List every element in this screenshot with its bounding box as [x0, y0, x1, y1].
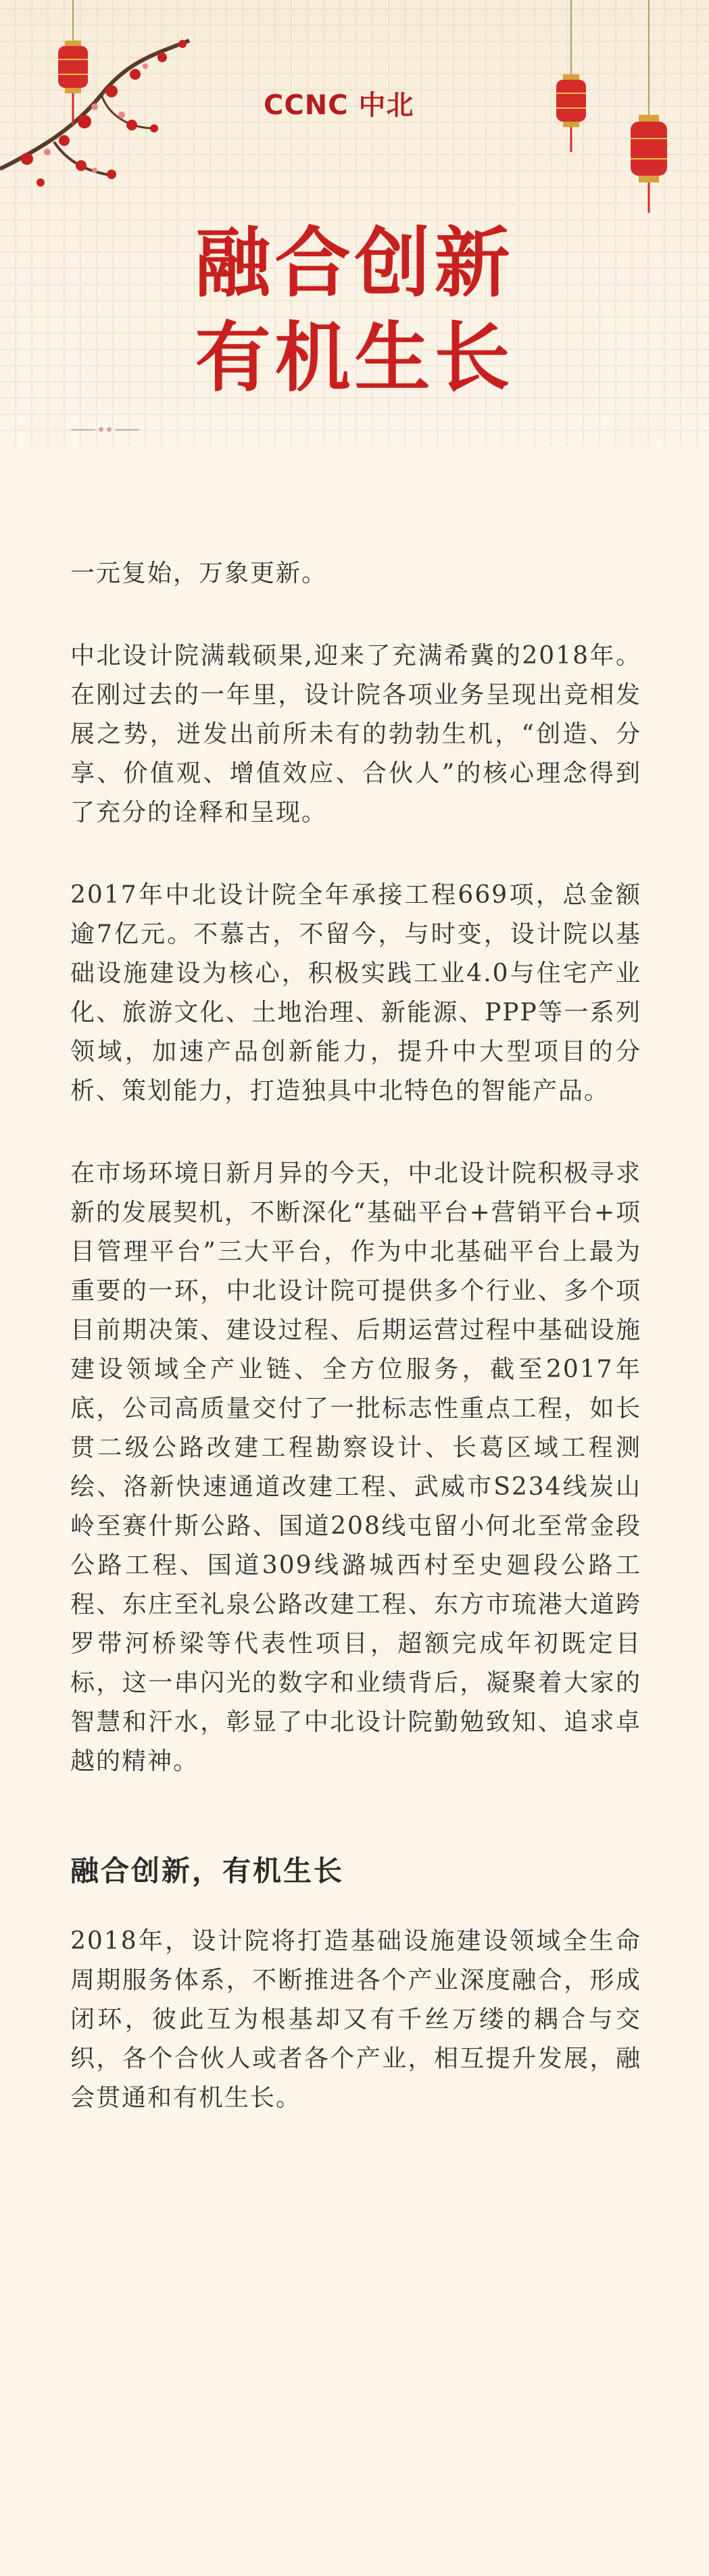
- section-paragraph: 2018年，设计院将打造基础设施建设领域全生命周期服务体系，不断推进各个产业深度融合，形成闭环，彼此互为根基却又有千丝万缕的耦合与交织，各个合伙人或者各个产业，相互提升发展，融会贯通和有机生长。: [70, 1927, 641, 2112]
- decorative-divider: [71, 427, 139, 432]
- paragraph-2: 中北设计院满载硕果,迎来了充满希冀的2018年。在刚过去的一年里，设计院各项业务呈现出竞相发展之势，迸发出前所未有的勃勃生机，“创造、分享、价值观、增值效应、合伙人”的核心理念得到了充分的诠释和呈现。: [70, 642, 641, 826]
- page-title-line-2: 有机生长: [195, 314, 514, 402]
- article-body: [70, 554, 641, 2161]
- plum-blossom-branch-icon: [0, 27, 203, 203]
- section-heading: 融合创新，有机生长: [70, 1854, 345, 1887]
- paragraph-1: 一元复始，万象更新。: [70, 560, 328, 587]
- company-logo: [257, 88, 414, 121]
- header-banner: [0, 0, 709, 446]
- lantern-icon: [53, 0, 93, 128]
- lantern-icon: [551, 0, 591, 155]
- logo-text: CCNC 中北: [264, 89, 414, 121]
- page-title-line-1: 融合创新: [195, 219, 514, 307]
- paragraph-3: 2017年中北设计院全年承接工程669项，总金额逾7亿元。不慕古，不留今，与时变，设计院以基础设施建设为核心，积极实践工业4.0与住宅产业化、旅游文化、土地治理、新能源、PPP等一系列领域，加速产品创新能力，提升中大型项目的分析、策划能力，打造独具中北特色的智能产品。: [70, 881, 641, 1105]
- paragraph-4: 在市场环境日新月异的今天，中北设计院积极寻求新的发展契机，不断深化“基础平台+营销平台+项目管理平台”三大平台，作为中北基础平台上最为重要的一环，中北设计院可提供多个行业、多个项目前期决策、建设过程、后期运营过程中基础设施建设领域全产业链、全方位服务，截至2017年底，公司高质量交付了一批标志性重点工程，如长贯二级公路改建工程勘察设计、长葛区域工程测绘、洛新快速通道改建工程、武威市S234线炭山岭至赛什斯公路、国道208线屯留小何北至常金段公路工程、国道309线潞城西村至史廻段公路工程、东庄至礼泉公路改建工程、东方市琉港大道跨罗带河桥梁等代表性项目，超额完成年初既定目标，这一串闪光的数字和业绩背后，凝聚着大家的智慧和汗水，彰显了中北设计院勤勉致知、追求卓越的精神。: [70, 1160, 641, 1775]
- lantern-icon: [625, 0, 673, 216]
